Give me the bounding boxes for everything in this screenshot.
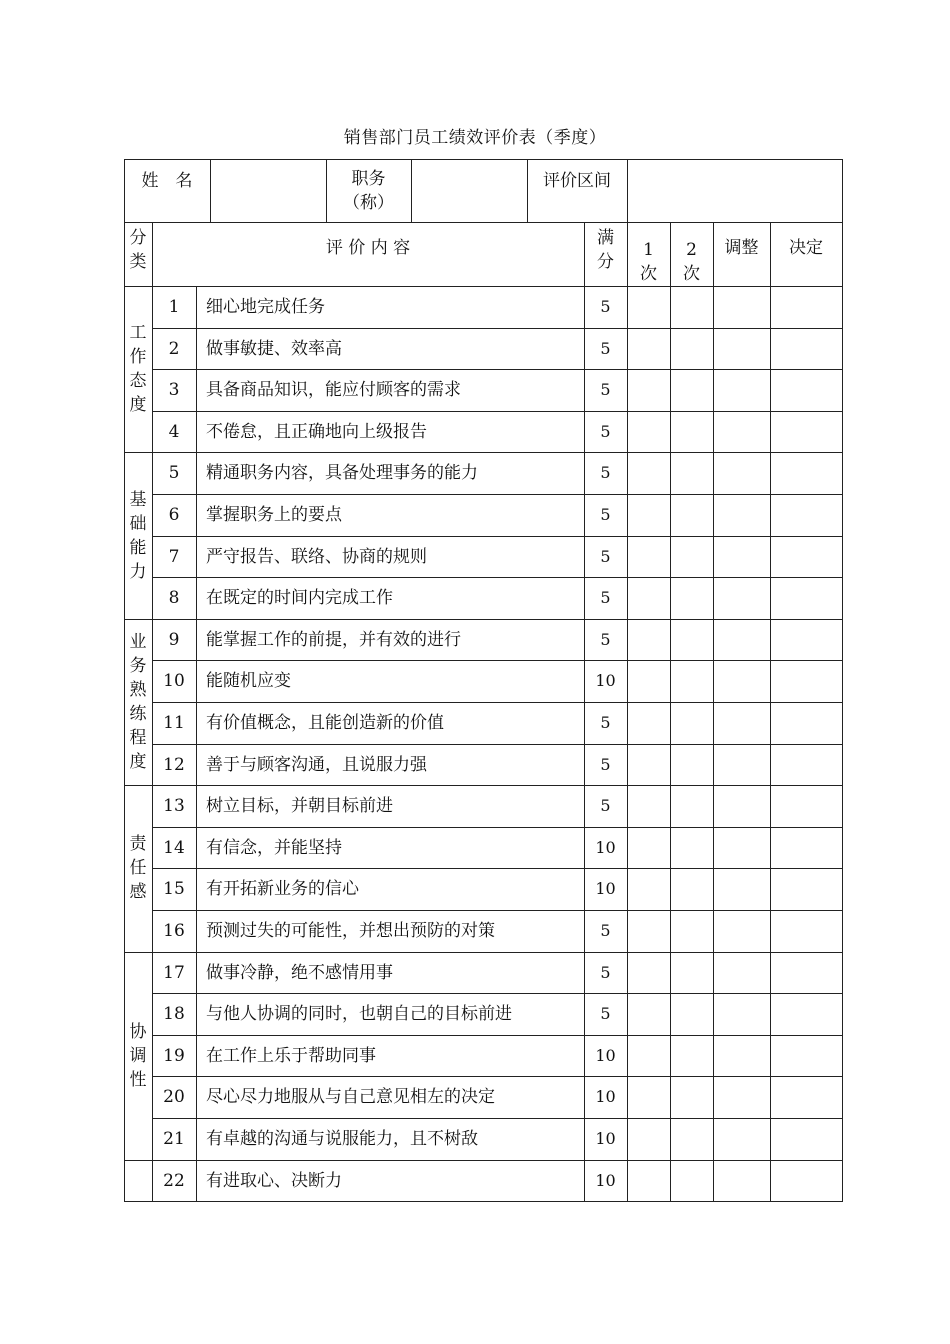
row-first-score[interactable] — [627, 1118, 670, 1160]
row-adjust-score[interactable] — [713, 910, 770, 952]
row-full-score: 5 — [600, 380, 611, 400]
column-header-first: 1 次 — [640, 240, 657, 284]
row-first-score[interactable] — [627, 1035, 670, 1077]
row-first-score[interactable] — [627, 328, 670, 370]
row-adjust-score[interactable] — [713, 1118, 770, 1160]
row-full-score: 5 — [600, 1004, 611, 1024]
row-adjust-score[interactable] — [713, 536, 770, 578]
row-full-score: 10 — [595, 671, 616, 691]
row-full-score: 5 — [600, 921, 611, 940]
row-adjust-score[interactable] — [713, 619, 770, 661]
row-number: 12 — [163, 754, 185, 775]
row-criterion: 做事冷静，绝不感情用事 — [206, 962, 393, 983]
row-first-score[interactable] — [627, 452, 670, 494]
row-decide-score[interactable] — [770, 744, 842, 786]
row-first-score[interactable] — [627, 785, 670, 827]
category-label: 业 务 熟 练 程 度 — [129, 632, 147, 772]
row-number: 13 — [163, 796, 185, 817]
row-criterion: 不倦怠，且正确地向上级报告 — [206, 421, 427, 442]
row-adjust-score[interactable] — [713, 993, 770, 1035]
row-first-score[interactable] — [627, 577, 670, 619]
row-adjust-score[interactable] — [713, 1076, 770, 1118]
row-first-score[interactable] — [627, 286, 670, 328]
row-second-score[interactable] — [670, 1076, 713, 1118]
row-second-score[interactable] — [670, 660, 713, 702]
row-criterion: 做事敏捷、效率高 — [206, 338, 342, 359]
row-first-score[interactable] — [627, 952, 670, 994]
row-decide-score[interactable] — [770, 827, 842, 869]
category-label: 协 调 性 — [129, 1021, 147, 1090]
row-decide-score[interactable] — [770, 452, 842, 494]
row-adjust-score[interactable] — [713, 286, 770, 328]
row-decide-score[interactable] — [770, 536, 842, 578]
row-criterion: 善于与顾客沟通，且说服力强 — [206, 754, 427, 775]
row-criterion: 精通职务内容，具备处理事务的能力 — [206, 463, 478, 484]
row-full-score: 5 — [600, 463, 611, 483]
row-first-score[interactable] — [627, 827, 670, 869]
row-first-score[interactable] — [627, 619, 670, 661]
row-decide-score[interactable] — [770, 993, 842, 1035]
row-full-score: 5 — [600, 754, 611, 774]
row-decide-score[interactable] — [770, 1035, 842, 1077]
row-number: 15 — [163, 879, 185, 900]
row-adjust-score[interactable] — [713, 827, 770, 869]
row-number: 21 — [163, 1129, 185, 1149]
row-number: 1 — [168, 297, 180, 317]
column-header-second: 2 次 — [683, 240, 700, 284]
row-full-score: 5 — [600, 796, 611, 816]
row-number: 2 — [168, 338, 180, 359]
row-decide-score[interactable] — [770, 785, 842, 827]
row-second-score[interactable] — [670, 328, 713, 370]
row-criterion: 在工作上乐于帮助同事 — [206, 1045, 376, 1066]
row-number: 16 — [163, 921, 185, 941]
row-decide-score[interactable] — [770, 411, 842, 453]
row-adjust-score[interactable] — [713, 660, 770, 702]
row-decide-score[interactable] — [770, 868, 842, 910]
row-criterion: 树立目标，并朝目标前进 — [206, 796, 393, 817]
row-number: 14 — [163, 837, 185, 858]
row-decide-score[interactable] — [770, 286, 842, 328]
row-full-score: 5 — [600, 505, 611, 524]
row-adjust-score[interactable] — [713, 952, 770, 994]
row-first-score[interactable] — [627, 369, 670, 411]
row-first-score[interactable] — [627, 702, 670, 744]
row-full-score: 5 — [600, 713, 611, 732]
row-second-score[interactable] — [670, 868, 713, 910]
row-full-score: 10 — [595, 1170, 616, 1190]
column-header-content: 评 价 内 容 — [325, 238, 411, 258]
position-label: 职务 （称） — [343, 169, 394, 213]
row-full-score: 5 — [600, 588, 611, 608]
row-number: 7 — [168, 546, 180, 567]
row-second-score[interactable] — [670, 577, 713, 619]
row-second-score[interactable] — [670, 452, 713, 494]
row-adjust-score[interactable] — [713, 868, 770, 910]
row-first-score[interactable] — [627, 910, 670, 952]
row-second-score[interactable] — [670, 494, 713, 536]
row-adjust-score[interactable] — [713, 785, 770, 827]
period-label: 评价区间 — [543, 171, 611, 191]
row-number: 8 — [168, 588, 180, 609]
row-full-score: 5 — [600, 338, 611, 358]
row-number: 6 — [168, 505, 180, 525]
row-criterion: 有开拓新业务的信心 — [206, 879, 359, 900]
row-adjust-score[interactable] — [713, 369, 770, 411]
column-header-full-score: 满 分 — [597, 228, 614, 272]
row-decide-score[interactable] — [770, 494, 842, 536]
category-label: 责 任 感 — [129, 834, 147, 903]
category-label: 基 础 能 力 — [129, 489, 147, 582]
row-adjust-score[interactable] — [713, 452, 770, 494]
row-decide-score[interactable] — [770, 952, 842, 994]
row-decide-score[interactable] — [770, 1118, 842, 1160]
row-first-score[interactable] — [627, 411, 670, 453]
position-field[interactable] — [411, 159, 527, 222]
row-first-score[interactable] — [627, 868, 670, 910]
category-label: 工 作 态 度 — [129, 323, 147, 416]
row-decide-score[interactable] — [770, 577, 842, 619]
row-adjust-score[interactable] — [713, 411, 770, 453]
row-criterion: 严守报告、联络、协商的规则 — [206, 546, 427, 567]
row-decide-score[interactable] — [770, 1076, 842, 1118]
row-second-score[interactable] — [670, 993, 713, 1035]
column-header-category: 分 类 — [129, 228, 147, 272]
row-second-score[interactable] — [670, 1160, 713, 1202]
row-full-score: 5 — [600, 629, 611, 649]
row-decide-score[interactable] — [770, 660, 842, 702]
row-criterion: 尽心尽力地服从与自己意见相左的决定 — [206, 1087, 495, 1108]
row-number: 11 — [163, 713, 185, 733]
row-number: 19 — [163, 1045, 185, 1066]
row-criterion: 能掌握工作的前提，并有效的进行 — [206, 629, 461, 650]
row-decide-score[interactable] — [770, 1160, 842, 1202]
row-second-score[interactable] — [670, 411, 713, 453]
row-criterion: 具备商品知识，能应付顾客的需求 — [206, 380, 461, 401]
row-full-score: 10 — [595, 1087, 616, 1107]
row-number: 3 — [168, 380, 180, 401]
row-number: 18 — [163, 1004, 185, 1025]
row-criterion: 有卓越的沟通与说服能力，且不树敌 — [206, 1129, 478, 1149]
row-full-score: 5 — [600, 546, 611, 566]
row-first-score[interactable] — [627, 660, 670, 702]
row-number: 20 — [163, 1087, 185, 1108]
row-adjust-score[interactable] — [713, 1160, 770, 1202]
row-adjust-score[interactable] — [713, 328, 770, 370]
row-second-score[interactable] — [670, 952, 713, 994]
row-adjust-score[interactable] — [713, 702, 770, 744]
row-number: 4 — [168, 421, 180, 442]
row-full-score: 10 — [595, 879, 616, 899]
row-second-score[interactable] — [670, 785, 713, 827]
row-second-score[interactable] — [670, 369, 713, 411]
row-criterion: 掌握职务上的要点 — [206, 505, 342, 525]
row-adjust-score[interactable] — [713, 494, 770, 536]
row-second-score[interactable] — [670, 1035, 713, 1077]
row-full-score: 5 — [600, 962, 611, 982]
row-criterion: 细心地完成任务 — [206, 297, 325, 317]
row-number: 9 — [168, 629, 180, 650]
row-number: 10 — [163, 671, 185, 692]
row-criterion: 预测过失的可能性，并想出预防的对策 — [206, 921, 495, 941]
period-field[interactable] — [627, 159, 842, 222]
row-full-score: 10 — [595, 1045, 616, 1065]
row-number: 17 — [163, 962, 185, 983]
row-criterion: 能随机应变 — [206, 671, 291, 692]
row-decide-score[interactable] — [770, 910, 842, 952]
row-second-score[interactable] — [670, 827, 713, 869]
row-full-score: 10 — [595, 1129, 616, 1148]
row-decide-score[interactable] — [770, 702, 842, 744]
column-header-adjust: 调整 — [724, 238, 759, 258]
row-first-score[interactable] — [627, 744, 670, 786]
row-number: 5 — [168, 463, 180, 484]
name-label: 姓 名 — [141, 171, 193, 191]
row-full-score: 10 — [595, 837, 616, 857]
row-criterion: 有信念，并能坚持 — [206, 837, 342, 858]
row-second-score[interactable] — [670, 744, 713, 786]
row-number: 22 — [163, 1170, 185, 1191]
row-second-score[interactable] — [670, 536, 713, 578]
row-second-score[interactable] — [670, 286, 713, 328]
table-border-bottom — [124, 1201, 843, 1202]
row-criterion: 有价值概念，且能创造新的价值 — [206, 713, 444, 733]
row-second-score[interactable] — [670, 702, 713, 744]
row-second-score[interactable] — [670, 1118, 713, 1160]
row-decide-score[interactable] — [770, 619, 842, 661]
row-adjust-score[interactable] — [713, 1035, 770, 1077]
row-adjust-score[interactable] — [713, 577, 770, 619]
column-header-decide: 决定 — [789, 238, 823, 258]
row-first-score[interactable] — [627, 1076, 670, 1118]
row-criterion: 与他人协调的同时，也朝自己的目标前进 — [206, 1004, 512, 1025]
row-second-score[interactable] — [670, 910, 713, 952]
row-full-score: 5 — [600, 421, 611, 441]
row-full-score: 5 — [600, 297, 611, 316]
row-adjust-score[interactable] — [713, 744, 770, 786]
row-criterion: 在既定的时间内完成工作 — [206, 588, 393, 609]
row-first-score[interactable] — [627, 536, 670, 578]
row-decide-score[interactable] — [770, 328, 842, 370]
row-first-score[interactable] — [627, 993, 670, 1035]
row-criterion: 有进取心、决断力 — [206, 1170, 342, 1191]
row-first-score[interactable] — [627, 1160, 670, 1202]
table-border-right — [842, 159, 843, 1202]
row-first-score[interactable] — [627, 494, 670, 536]
row-decide-score[interactable] — [770, 369, 842, 411]
name-field[interactable] — [210, 159, 326, 222]
row-second-score[interactable] — [670, 619, 713, 661]
page-title: 销售部门员工绩效评价表（季度） — [343, 128, 607, 148]
